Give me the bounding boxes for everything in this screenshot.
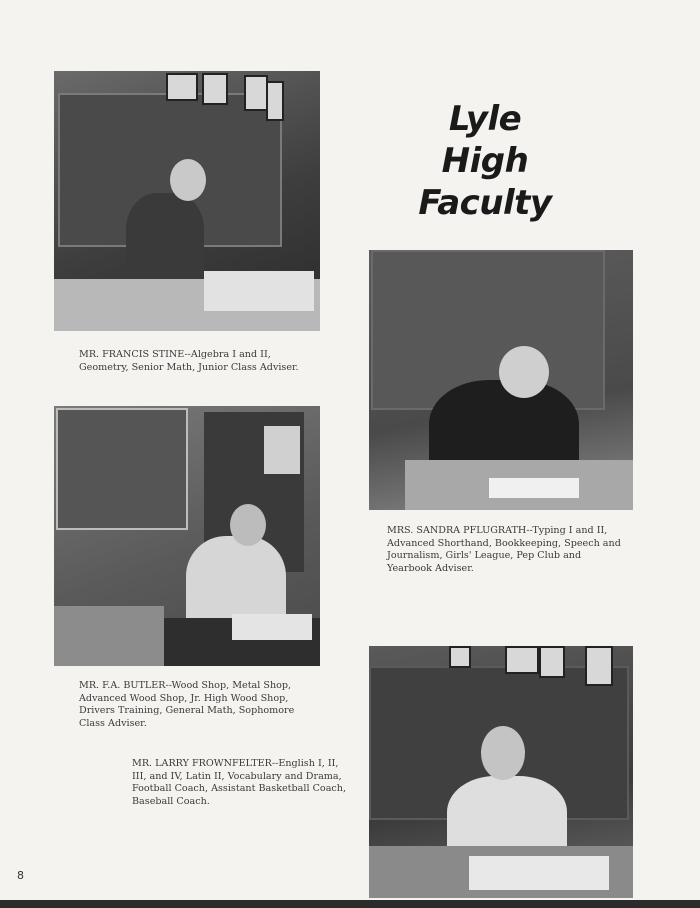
- caption-larry-frownfelter: MR. LARRY FROWNFELTER--English I, II, III, and IV, Latin II, Vocabulary and Drama, Football Coach, Assistant Basketball Coach, Baseball Coach.: [132, 758, 347, 807]
- caption-francis-stine: MR. FRANCIS STINE--Algebra I and II, Geometry, Senior Math, Junior Class Adviser.: [79, 349, 299, 373]
- caption-sandra-pflugrath: MRS. SANDRA PFLUGRATH--Typing I and II, Advanced Shorthand, Bookkeeping, Speech and Journalism, Girls' League, Pep Club and Yearbook Adviser.: [387, 525, 621, 574]
- photo-francis-stine: [54, 71, 320, 331]
- page-title: [410, 98, 560, 224]
- page-bottom-edge: [0, 900, 700, 908]
- caption-fa-butler: MR. F.A. BUTLER--Wood Shop, Metal Shop, Advanced Wood Shop, Jr. High Wood Shop, Drivers Training, General Math, Sophomore Class Adviser.: [79, 680, 295, 729]
- page-title-line1: Lyle High: [441, 99, 529, 181]
- page-title-line2: Faculty: [418, 183, 552, 223]
- photo-fa-butler: [54, 406, 320, 666]
- photo-larry-frownfelter: [369, 646, 633, 898]
- photo-sandra-pflugrath: [369, 250, 633, 510]
- page-number: 8: [17, 869, 24, 882]
